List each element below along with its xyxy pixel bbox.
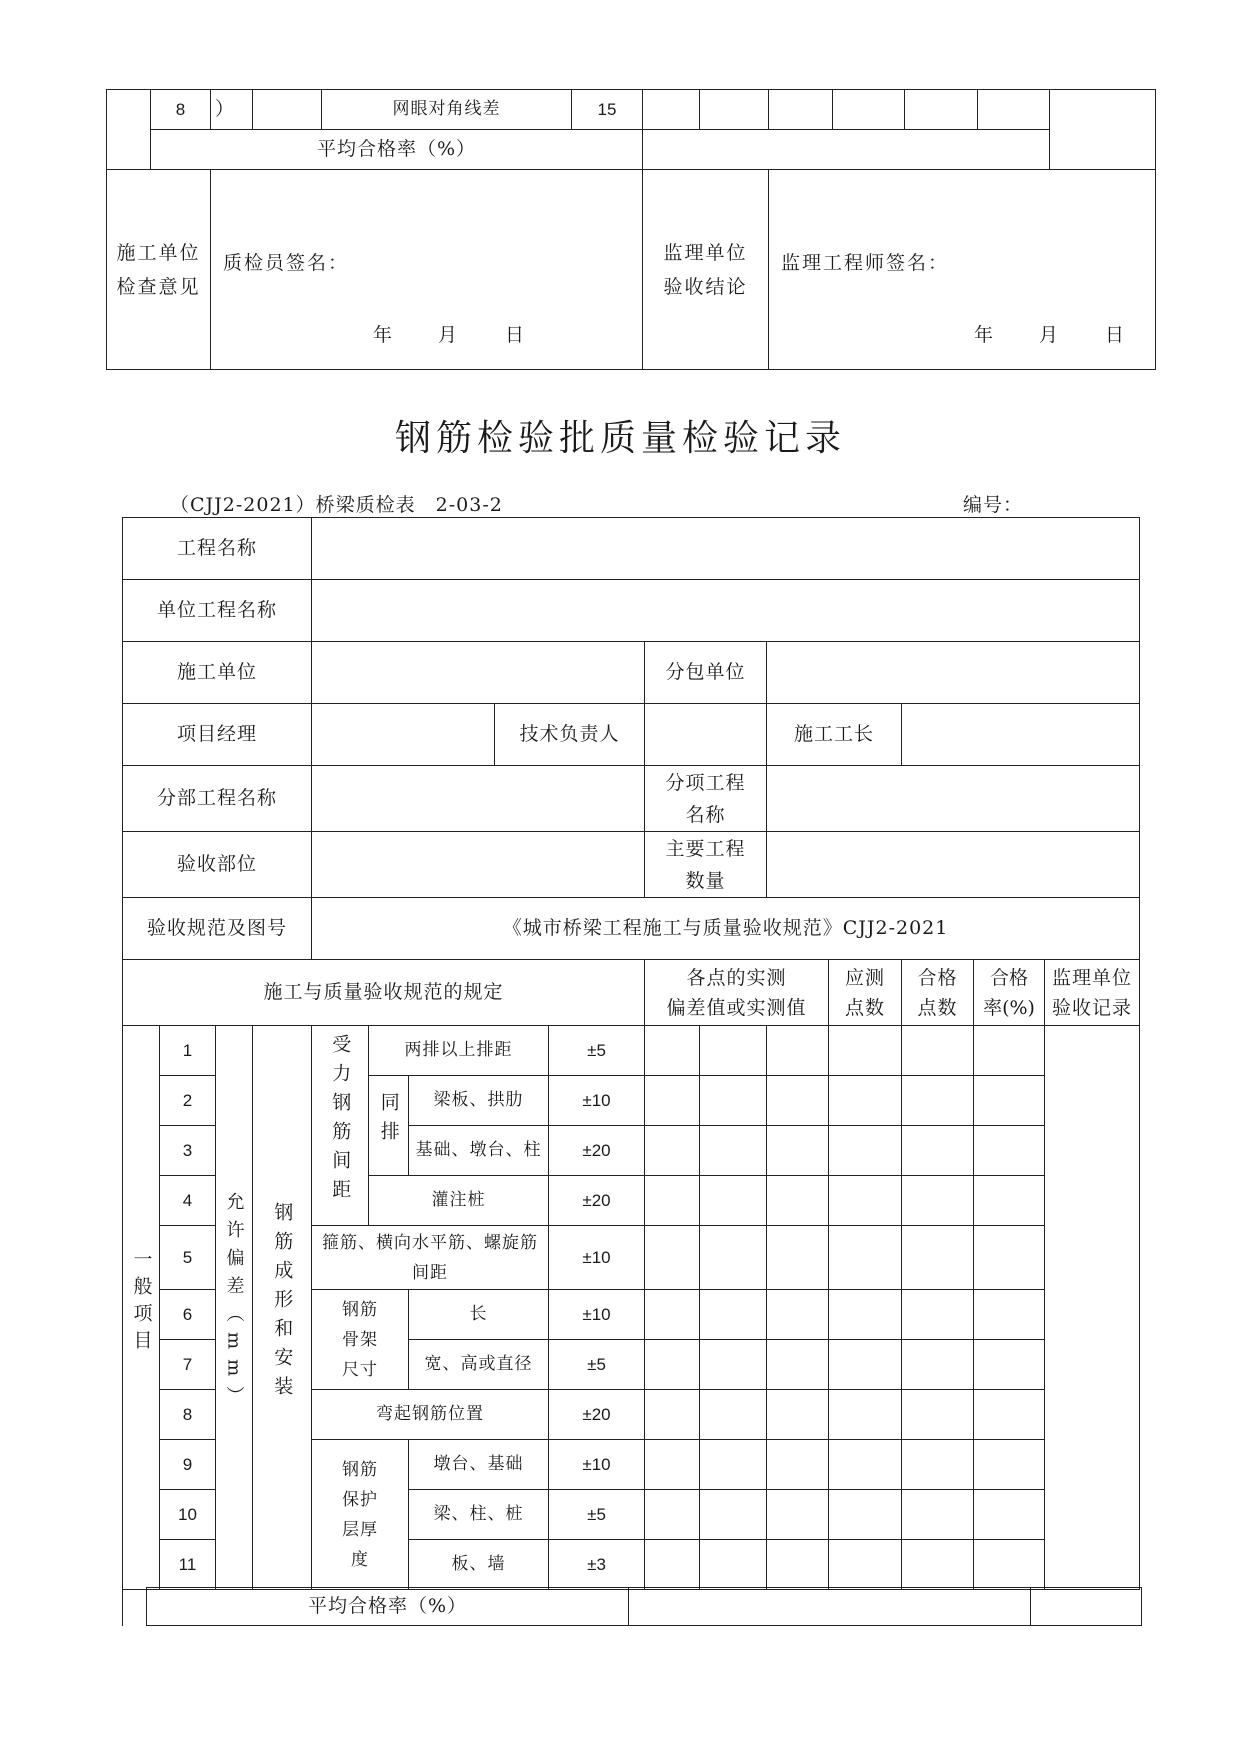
item-number: 5 (160, 1226, 216, 1290)
avg-pass-rate-value[interactable] (629, 1588, 1031, 1626)
measure-cell[interactable] (645, 1076, 700, 1126)
measure-cell[interactable] (645, 1226, 700, 1290)
unit-project-name-field[interactable] (312, 580, 1140, 642)
points-ok-cell[interactable] (902, 1490, 974, 1540)
measure-cell (978, 90, 1050, 130)
rebar-group (253, 1026, 312, 1590)
measure-cell[interactable] (700, 1490, 767, 1540)
pass-rate-cell[interactable] (974, 1490, 1045, 1540)
acceptance-part-label: 验收部位 (123, 832, 312, 898)
serial-number-label: 编号： (963, 494, 1024, 516)
measure-cell[interactable] (700, 1076, 767, 1126)
item-number: 9 (160, 1440, 216, 1490)
subcontractor-label: 分包单位 (645, 642, 767, 704)
avg-pass-rate-label: 平均合格率（%） (147, 1588, 629, 1626)
supervision-record-header: 监理单位 验收记录 (1045, 960, 1140, 1026)
tolerance-value: 15 (572, 90, 643, 130)
supervision-record-cell[interactable] (1045, 1026, 1140, 1590)
date-day: 日 (1105, 324, 1126, 346)
measure-cell (700, 90, 769, 130)
item-number: 6 (160, 1290, 216, 1340)
measure-cell[interactable] (645, 1340, 700, 1390)
measure-cell[interactable] (645, 1176, 700, 1226)
item-tolerance: ±20 (549, 1126, 645, 1176)
tolerance-group-label: 允许偏差（mm） (223, 1192, 245, 1415)
avg-pass-rate-label: 平均合格率（%） (151, 130, 643, 170)
points-ok-header: 合格 点数 (902, 960, 974, 1026)
measure-cell[interactable] (767, 1226, 829, 1290)
engineer-sign-cell (769, 170, 1156, 370)
measure-cell (905, 90, 978, 130)
item-name: 网眼对角线差 (322, 90, 572, 130)
item-tolerance: ±5 (549, 1340, 645, 1390)
item-tolerance: ±10 (549, 1076, 645, 1126)
points-due-cell[interactable] (829, 1076, 902, 1126)
item-name: 两排以上排距 (369, 1026, 549, 1076)
page-title: 钢筋检验批质量检验记录 (394, 418, 846, 459)
measure-cell[interactable] (645, 1126, 700, 1176)
measure-cell (643, 90, 700, 130)
subcontractor-field[interactable] (767, 642, 1140, 704)
tech-lead-label: 技术负责人 (495, 704, 645, 766)
acceptance-part-field[interactable] (312, 832, 645, 898)
item-tolerance: ±3 (549, 1540, 645, 1590)
item-name: 板、墙 (409, 1540, 549, 1590)
main-quantity-label: 主要工程数量 (645, 832, 767, 898)
measure-cell[interactable] (767, 1340, 829, 1390)
project-name-label: 工程名称 (123, 518, 312, 580)
division-name-field[interactable] (312, 766, 645, 832)
points-due-cell[interactable] (829, 1440, 902, 1490)
item-tolerance: ±10 (549, 1440, 645, 1490)
item-name: 灌注桩 (369, 1176, 549, 1226)
main-quantity-field[interactable] (767, 832, 1140, 898)
item-number: 3 (160, 1126, 216, 1176)
points-due-cell[interactable] (829, 1290, 902, 1340)
measure-cell[interactable] (767, 1440, 829, 1490)
inspector-sign-label: 质检员签名： (223, 252, 350, 274)
item-name: 梁、柱、桩 (409, 1490, 549, 1540)
item-tolerance: ±20 (549, 1176, 645, 1226)
points-ok-cell[interactable] (902, 1076, 974, 1126)
construction-opinion-label: 施工单位 检查意见 (107, 170, 211, 370)
frame-group-label: 钢筋骨架尺寸 (342, 1299, 379, 1380)
item-name: 弯起钢筋位置 (312, 1390, 549, 1440)
item-number: 8 (160, 1390, 216, 1440)
measure-cell[interactable] (645, 1290, 700, 1340)
measure-cell[interactable] (767, 1490, 829, 1540)
pass-rate-cell[interactable] (974, 1540, 1045, 1590)
item-tolerance: ±20 (549, 1390, 645, 1440)
date-year: 年 (373, 324, 394, 346)
tolerance-group (216, 1026, 253, 1590)
general-items-group (123, 1026, 160, 1590)
points-ok-cell[interactable] (902, 1176, 974, 1226)
points-ok-cell[interactable] (902, 1440, 974, 1490)
measure-cell[interactable] (700, 1290, 767, 1340)
engineer-sign-label: 监理工程师签名： (781, 252, 950, 274)
foreman-field[interactable] (902, 704, 1140, 766)
spacing-group (312, 1026, 369, 1226)
points-due-cell[interactable] (829, 1490, 902, 1540)
tech-lead-field[interactable] (645, 704, 767, 766)
measure-cell[interactable] (645, 1440, 700, 1490)
contractor-field[interactable] (312, 642, 645, 704)
inspector-sign-cell (211, 170, 643, 370)
division-name-label: 分部工程名称 (123, 766, 312, 832)
supervision-conclusion-label: 监理单位 验收结论 (643, 170, 769, 370)
measure-cell[interactable] (645, 1026, 700, 1076)
measure-cell[interactable] (767, 1176, 829, 1226)
measure-cell[interactable] (700, 1340, 767, 1390)
paren-cell: ） (211, 90, 253, 130)
item-name: 宽、高或直径 (409, 1340, 549, 1390)
same-row-label: 同排 (377, 1092, 400, 1151)
spec-rule-header: 施工与质量验收规范的规定 (123, 960, 645, 1026)
project-name-field[interactable] (312, 518, 1140, 580)
unit-project-name-label: 单位工程名称 (123, 580, 312, 642)
measure-cell[interactable] (700, 1126, 767, 1176)
item-number: 10 (160, 1490, 216, 1540)
date-month: 月 (1039, 324, 1060, 346)
spec-value: 《城市桥梁工程施工与质量验收规范》CJJ2-2021 (312, 898, 1140, 960)
measure-cell[interactable] (700, 1540, 767, 1590)
pass-rate-cell[interactable] (974, 1076, 1045, 1126)
item-number: 11 (160, 1540, 216, 1590)
points-due-cell[interactable] (829, 1176, 902, 1226)
pass-rate-cell[interactable] (974, 1126, 1045, 1176)
general-items-label: 一般项目 (130, 1249, 153, 1358)
average-pass-rate-table (122, 1587, 1142, 1626)
project-manager-label: 项目经理 (123, 704, 312, 766)
pass-rate-cell[interactable] (974, 1290, 1045, 1340)
points-due-cell[interactable] (829, 1026, 902, 1076)
rebar-inspection-table (122, 517, 1140, 1590)
measure-cell[interactable] (700, 1176, 767, 1226)
measure-cell[interactable] (645, 1540, 700, 1590)
item-name: 墩台、基础 (409, 1440, 549, 1490)
measure-cell[interactable] (700, 1026, 767, 1076)
pass-rate-cell[interactable] (974, 1390, 1045, 1440)
pass-rate-cell[interactable] (974, 1026, 1045, 1076)
item-name: 箍筋、横向水平筋、螺旋筋 间距 (312, 1226, 549, 1290)
points-due-cell[interactable] (829, 1226, 902, 1290)
measure-cell[interactable] (767, 1026, 829, 1076)
item-tolerance: ±10 (549, 1226, 645, 1290)
supervision-record-cell (1050, 90, 1156, 170)
foreman-label: 施工工长 (767, 704, 902, 766)
date-year: 年 (974, 324, 995, 346)
left-margin-cell (107, 90, 151, 170)
pass-rate-cell[interactable] (974, 1176, 1045, 1226)
points-ok-cell[interactable] (902, 1390, 974, 1440)
previous-form-table (106, 89, 1156, 370)
points-due-cell[interactable] (829, 1540, 902, 1590)
item-tolerance: ±10 (549, 1290, 645, 1340)
pass-rate-cell[interactable] (974, 1226, 1045, 1290)
row-number: 8 (151, 90, 211, 130)
cover-group-label: 钢筋保护层厚度 (342, 1459, 379, 1570)
frame-group (312, 1290, 409, 1390)
measure-cell[interactable] (645, 1490, 700, 1540)
item-number: 7 (160, 1340, 216, 1390)
measure-cell[interactable] (767, 1390, 829, 1440)
same-row-group (369, 1076, 409, 1176)
item-name: 基础、墩台、柱 (409, 1126, 549, 1176)
date-month: 月 (438, 324, 459, 346)
item-number: 4 (160, 1176, 216, 1226)
blank-cell (253, 90, 322, 130)
points-ok-cell[interactable] (902, 1126, 974, 1176)
date-day: 日 (505, 324, 526, 346)
measure-cell[interactable] (767, 1076, 829, 1126)
spacing-group-label: 受力钢筋间距 (329, 1034, 352, 1209)
form-code: （CJJ2-2021）桥梁质检表 2-03-2 (170, 494, 503, 516)
avg-pass-rate-value (643, 130, 1050, 170)
points-ok-cell[interactable] (902, 1226, 974, 1290)
points-due-cell[interactable] (829, 1340, 902, 1390)
contractor-label: 施工单位 (123, 642, 312, 704)
measure-cell (769, 90, 833, 130)
points-ok-cell[interactable] (902, 1026, 974, 1076)
pass-rate-header: 合格 率(%) (974, 960, 1045, 1026)
cover-group (312, 1440, 409, 1590)
measure-cell[interactable] (645, 1390, 700, 1440)
measure-cell[interactable] (700, 1390, 767, 1440)
points-ok-cell[interactable] (902, 1290, 974, 1340)
measure-cell[interactable] (767, 1126, 829, 1176)
points-due-header: 应测 点数 (829, 960, 902, 1026)
subitem-name-field[interactable] (767, 766, 1140, 832)
pass-rate-cell[interactable] (974, 1440, 1045, 1490)
item-number: 1 (160, 1026, 216, 1076)
pass-rate-cell[interactable] (974, 1340, 1045, 1390)
points-due-cell[interactable] (829, 1390, 902, 1440)
measure-cell[interactable] (700, 1226, 767, 1290)
measure-cell (833, 90, 905, 130)
avg-supervision-cell[interactable] (1031, 1588, 1142, 1626)
points-ok-cell[interactable] (902, 1540, 974, 1590)
measured-values-header: 各点的实测 偏差值或实测值 (645, 960, 829, 1026)
item-number: 2 (160, 1076, 216, 1126)
measure-cell[interactable] (767, 1540, 829, 1590)
item-tolerance: ±5 (549, 1490, 645, 1540)
spec-label: 验收规范及图号 (123, 898, 312, 960)
item-name: 梁板、拱肋 (409, 1076, 549, 1126)
measure-cell[interactable] (700, 1440, 767, 1490)
subitem-name-label: 分项工程名称 (645, 766, 767, 832)
measure-cell[interactable] (767, 1290, 829, 1340)
rebar-group-label: 钢筋成形和安装 (271, 1201, 294, 1405)
points-ok-cell[interactable] (902, 1340, 974, 1390)
item-name: 长 (409, 1290, 549, 1340)
left-margin-cell (123, 1588, 147, 1626)
project-manager-field[interactable] (312, 704, 495, 766)
item-tolerance: ±5 (549, 1026, 645, 1076)
points-due-cell[interactable] (829, 1126, 902, 1176)
